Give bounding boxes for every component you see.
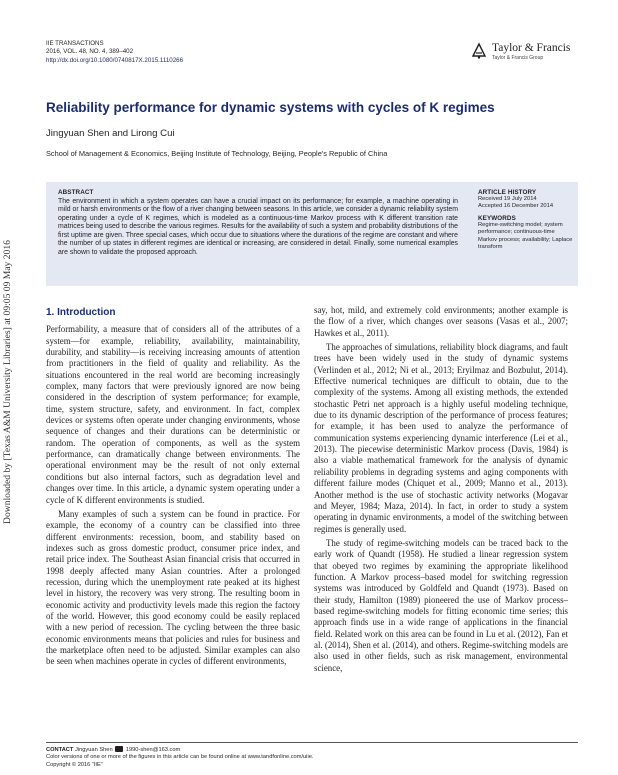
received-date: Received 19 July 2014 [478, 196, 537, 203]
journal-header [46, 40, 183, 65]
contact-line [46, 746, 313, 754]
contact-label: CONTACT [46, 747, 74, 753]
contact-email[interactable]: 1990-shen@163.com [125, 747, 181, 753]
footer-divider [46, 742, 578, 743]
publisher-logo [470, 40, 580, 66]
history-heading: ARTICLE HISTORY [478, 189, 537, 196]
section-heading-introduction: 1. Introduction [46, 307, 116, 318]
body-paragraph: Many examples of such a system can be found in practice. For example, the economy of a country can be classified into three different environments: recession, boom, and stability based on indexes such as gross domestic product, consumer price index, and retail price index. The Southeast Asian financial crisis that occurred in 1998 deeply affected many Asian countries. After a prolonged recession, during which the unemployment rate peaked at its highest level in history, the recovery was very strong. The resulting boom in economic activity and productivity levels made this region the factory of the world. However, this good economy could be easily replaced with a new period of recession. The cycling between the three basic economic environments means that policies and rules for business and the marketplace often need to be adjusted. Similar examples can also be seen when machines operate in cycles of different environments, [46, 508, 300, 667]
article-title [46, 100, 495, 115]
download-stamp: Downloaded by [Texas A&M University Libraries] at 09:05 09 May 2016 [2, 240, 13, 524]
article-history [478, 189, 574, 251]
copyright: Copyright © 2016 “IIE” [46, 761, 103, 768]
abstract-box [46, 182, 578, 286]
author-affiliation: School of Management & Economics, Beijing Institute of Technology, Beijing, People's Republic of China [46, 149, 388, 158]
body-paragraph: The study of regime-switching models can be traced back to the early work of Quandt (1958). He studied a linear regression system that obeyed two regimes by examining the appropriate likelihood function. A Markov process–based model for switching regression systems was introduced by Goldfeld and Quandt (1973). Based on their study, Hamilton (1989) pioneered the use of Markov process–based regime-switching models for fitting economic time series; this approach finds use in a wide range of applications in the financial field. Related work on this area can be found in Lu et al. (2012), Fan et al. (2014), Shen et al. (2014), and others. Regime-switching models are also used in other fields, such as risk management, environmental science, [314, 537, 568, 673]
email-icon [115, 746, 123, 752]
contact-name: Jingyuan Shen [74, 747, 113, 753]
keywords-heading: KEYWORDS [478, 215, 516, 223]
color-note: Color versions of one or more of the figures in this article can be found online at www.tandfonline.com/uiie. [46, 754, 314, 761]
body-paragraph: say, hot, mild, and extremely cold environments; another example is the flow of a river, which changes over seasons (Vasas et al., 2007; Hawkes et al., 2011). [314, 305, 568, 338]
volume-line: 2016, VOL. 48, NO. 4, 389–402 [46, 48, 134, 56]
body-right-column [314, 305, 568, 677]
accepted-date: Accepted 16 December 2014 [478, 203, 554, 210]
article-authors: Jingyuan Shen and Lirong Cui [46, 128, 175, 139]
abstract-heading: ABSTRACT [58, 189, 94, 196]
body-paragraph: The approaches of simulations, reliability block diagrams, and fault trees have been widely used in the study of dynamic systems (Verlinden et al., 2012; Ni et al., 2013; Eryilmaz and Bozbulut, 2014). Effective numerical techniques are difficult to obtain, due to the complexity of the systems. Among all existing methods, the extended stochastic Petri net approach is a highly useful modeling technique, due to its dynamic description of the performance of process features; for example, it has been used to analyze the performance of communication systems experiencing dynamic interference (Lei et al., 2013). The piecewise deterministic Markov process (Davis, 1984) is also a viable mathematical framework for the analysis of dynamic reliability problems in degrading systems and aging components with different failure modes (Chiquet et al., 2009; Manno et al., 2013). Another method is the use of stochastic activity networks (Mogavar and Meyer, 1984; Maza, 2014). In fact, in order to study a system operating in dynamic environments, a model of the switching between regimes is generally used. [314, 342, 568, 534]
article-title-text: Reliability performance for dynamic systems with cycles of K regimes [46, 100, 495, 115]
abstract [58, 189, 458, 257]
keywords-list: Regime-switching model; system performance; continuous-time Markov process; availability; Laplace transform [478, 222, 573, 250]
publisher-emblem-icon [470, 42, 488, 60]
body-paragraph: Performability, a measure that of considers all of the attributes of a system—for example, reliability, availability, maintainability, durability, and stability—is receiving increasing amounts of attention from practitioners in the field of quality and reliability. As the situations encountered in the real world are becoming increasingly complex, many factors that were previously ignored are now being considered in the description of system performance; for example, time, system structure, safety, and environment. In fact, complex devices or systems often operate under changing environments, whose sequence of changes and their durations can be deterministic or random. The operation of components, as well as the system performance, can dramatically change between environments. The operational environment may be the result of not only external conditions but also internal factors, such as degradation level and changes over time. In this article, a dynamic system operating under a cycle of K different environments is studied. [46, 324, 300, 505]
doi-link[interactable]: http://dx.doi.org/10.1080/0740817X.2015.1110266 [46, 56, 184, 64]
abstract-text: The environment in which a system operates can have a crucial impact on its performance; for example, a machine operating in mild or harsh environments or the flow of a river changing between seasons. In this article, we consider a dynamic reliability system operating under a cycle of K regimes, which is modeled as a continuous-time Markov process with K different transition rate matrices being used to describe the various regimes. Results for the availability of such a system and probability distributions of the first uptime are given. Three special cases, which occur due to situations where the durations of the regime are constant and where the number of up states in different regimes are identical or increasing, are considered in detail. Finally, some numerical examples are shown to validate the proposed approach. [58, 197, 458, 256]
publisher-name: Taylor & Francis [492, 42, 571, 54]
publisher-group: Taylor & Francis Group [492, 55, 544, 61]
journal-name: IIE TRANSACTIONS [46, 40, 104, 47]
page-footer [46, 746, 313, 769]
body-left-column [46, 305, 300, 671]
